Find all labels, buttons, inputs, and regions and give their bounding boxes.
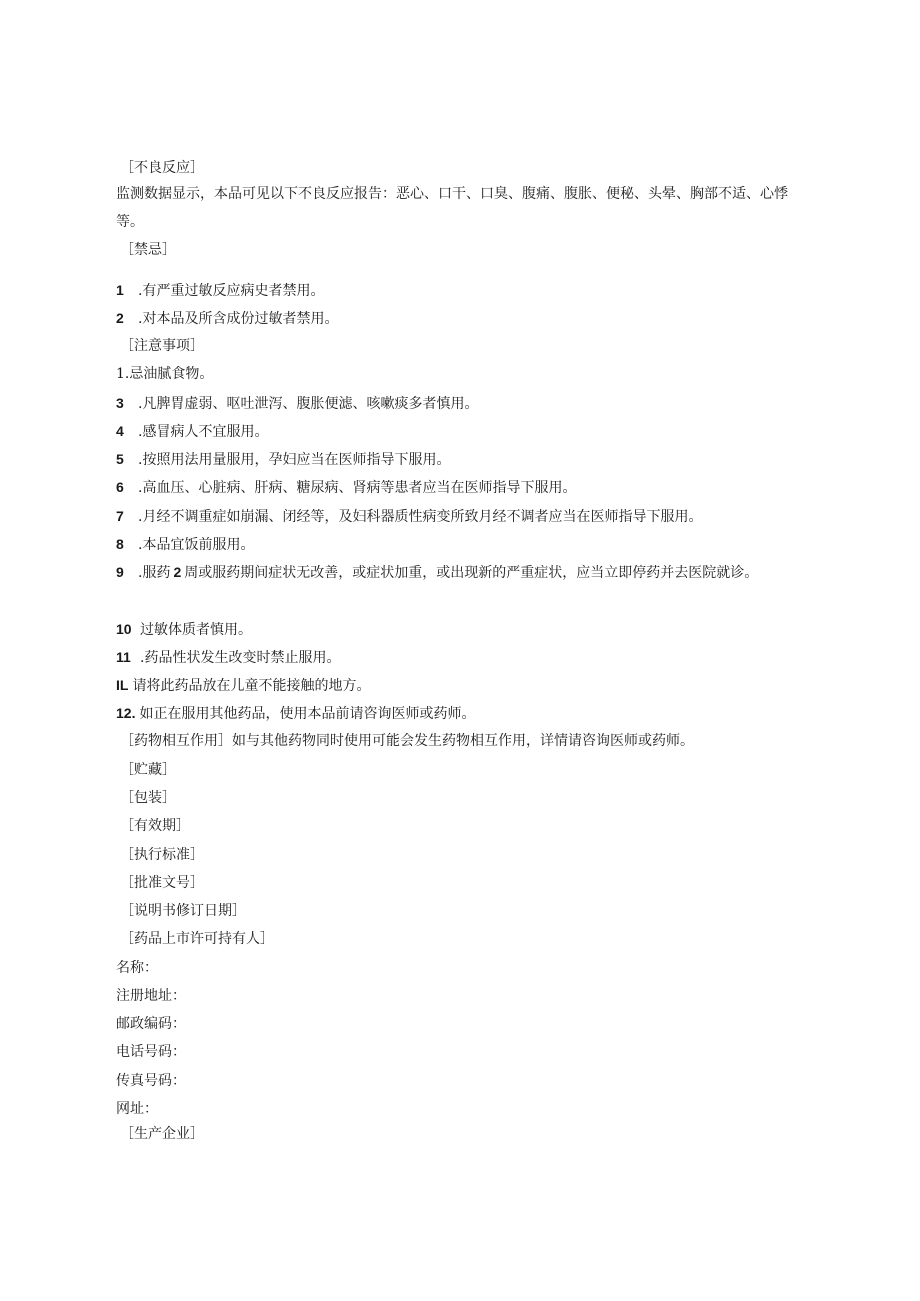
item-number: 11	[116, 649, 131, 665]
adverse-heading: ［不良反应］	[120, 160, 204, 176]
manufacturer-heading: ［生产企业］	[120, 1126, 204, 1142]
item-text: .高血压、心脏病、肝病、糖尿病、肾病等患者应当在医师指导下服用。	[138, 480, 577, 496]
item-number: 9	[116, 564, 124, 580]
item-text: .凡脾胃虚弱、呕吐泄泻、腹胀便滤、咳嗽痰多者慎用。	[138, 396, 479, 412]
holder-heading: ［药品上市许可持有人］	[120, 931, 274, 947]
caution-item-12	[116, 703, 475, 724]
contra-item-1	[116, 280, 324, 301]
caution-item-8	[116, 534, 254, 555]
item-text: 请将此药品放在儿童不能接触的地方。	[132, 678, 371, 694]
holder-address: 注册地址：	[116, 988, 186, 1004]
item-number: 3	[116, 395, 124, 411]
item-text: .药品性状发生改变时禁止服用。	[140, 650, 341, 666]
item-number: 8	[116, 536, 124, 552]
contra-item-2	[116, 308, 338, 329]
caution-item-10	[116, 619, 252, 640]
item-number: 7	[116, 508, 124, 524]
item-number: 12.	[116, 705, 136, 721]
package-heading: ［包装］	[120, 790, 176, 806]
item-text: .服药	[138, 565, 171, 581]
caution-item-11	[116, 647, 340, 668]
item-number: 5	[116, 451, 124, 467]
caution-heading: ［注意事项］	[120, 338, 204, 354]
standard-heading: ［执行标准］	[120, 847, 204, 863]
interaction-section: ［药物相互作用］如与其他药物同时使用可能会发生药物相互作用，详情请咨询医师或药师。	[120, 733, 694, 749]
caution-item-6	[116, 477, 576, 498]
holder-website: 网址：	[116, 1101, 158, 1117]
item-text: .感冒病人不宜服用。	[138, 424, 269, 440]
item-number: 4	[116, 423, 124, 439]
item-text: .对本品及所含成份过敏者禁用。	[138, 311, 339, 327]
holder-name: 名称：	[116, 960, 158, 976]
item-number: 1	[116, 282, 124, 298]
holder-fax: 传真号码：	[116, 1073, 186, 1089]
caution-item-first: 1.忌油腻食物。	[116, 366, 214, 382]
item-text: .本品宜饭前服用。	[138, 537, 255, 553]
caution-item-il	[116, 675, 370, 696]
contra-heading: ［禁忌］	[120, 242, 176, 258]
validity-heading: ［有效期］	[120, 818, 190, 834]
item-text: .按照用法用量服用，孕妇应当在医师指导下服用。	[138, 452, 451, 468]
item-text: 过敏体质者慎用。	[140, 622, 252, 638]
item-text-after: 周或服药期间症状无改善，或症状加重，或出现新的严重症状，应当立即停药并去医院就诊。	[184, 565, 759, 581]
item-text: .有严重过敏反应病史者禁用。	[138, 283, 325, 299]
item-text: 如正在服用其他药品，使用本品前请咨询医师或药师。	[139, 706, 476, 722]
adverse-text: 监测数据显示，本品可见以下不良反应报告：恶心、口干、口臭、腹痛、腹胀、便秘、头晕、胸部不适、心悸等。	[116, 186, 788, 230]
holder-postcode: 邮政编码：	[116, 1016, 186, 1032]
caution-item-3	[116, 393, 478, 414]
caution-item-4	[116, 421, 268, 442]
caution-item-5	[116, 449, 450, 470]
approval-heading: ［批准文号］	[120, 875, 204, 891]
item-bold-number: 2	[173, 564, 182, 580]
item-text: .月经不调重症如崩漏、闭经等，及妇科器质性病变所致月经不调者应当在医师指导下服用。	[138, 509, 703, 525]
item-number: 6	[116, 479, 124, 495]
holder-phone: 电话号码：	[116, 1044, 186, 1060]
item-number: IL	[116, 677, 129, 693]
caution-item-7	[116, 506, 702, 527]
storage-heading: ［贮藏］	[120, 762, 176, 778]
item-number: 10	[116, 621, 132, 637]
revision-date-heading: ［说明书修订日期］	[120, 903, 246, 919]
caution-item-9	[116, 558, 806, 587]
item-number: 2	[116, 310, 124, 326]
